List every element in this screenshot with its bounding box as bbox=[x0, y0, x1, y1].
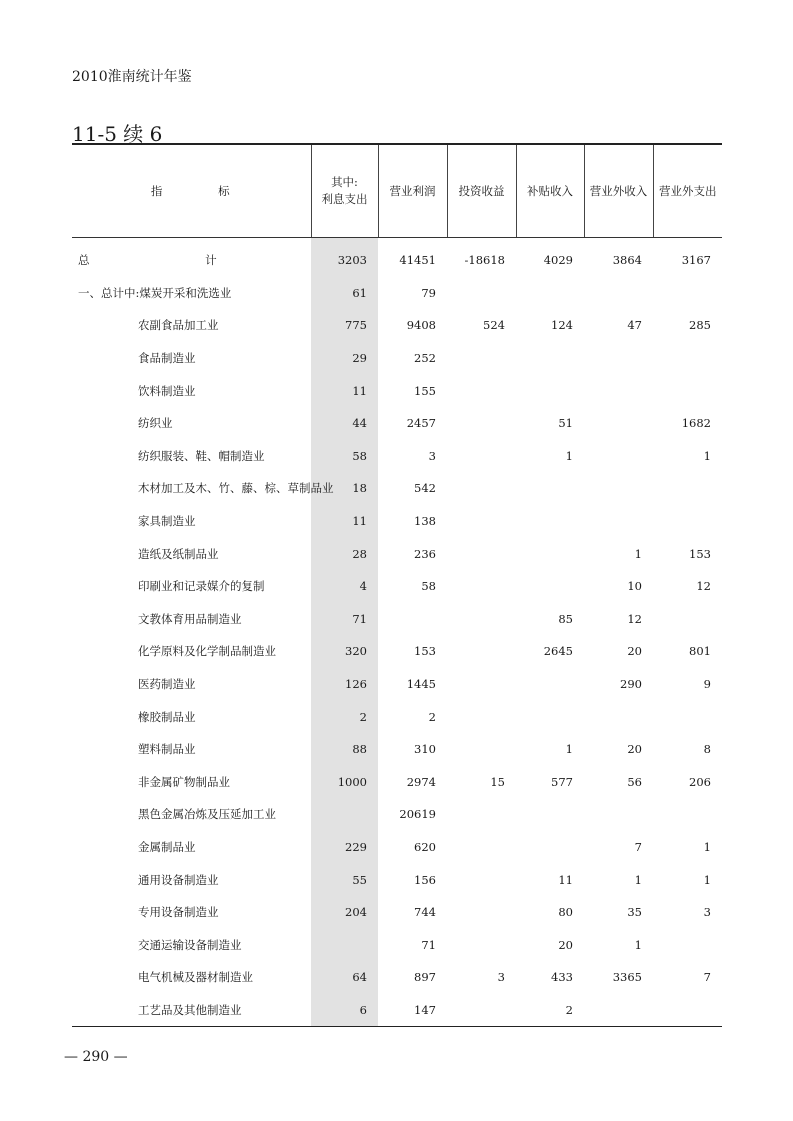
col-header-interest-line1: 其中: bbox=[331, 175, 358, 189]
table-cell: 1 bbox=[703, 448, 711, 463]
table-cell: 2 bbox=[311, 700, 378, 733]
table-cell: 4 bbox=[311, 570, 378, 603]
table-cell bbox=[311, 798, 378, 831]
table-cell bbox=[653, 798, 722, 831]
table-row bbox=[72, 766, 722, 799]
table-cell: 3 bbox=[703, 905, 711, 920]
row-label: 造纸及纸制品业 bbox=[138, 546, 219, 561]
table-cell: 9408 bbox=[406, 318, 436, 333]
table-cell bbox=[516, 700, 584, 733]
table-cell: 155 bbox=[414, 383, 436, 398]
table-row bbox=[72, 733, 722, 766]
table-cell bbox=[584, 277, 653, 310]
table-cell bbox=[447, 537, 516, 570]
table-row bbox=[72, 407, 722, 440]
table-cell bbox=[516, 570, 584, 603]
table-cell: 801 bbox=[689, 644, 711, 659]
header-row bbox=[72, 144, 722, 238]
row-label: 交通运输设备制造业 bbox=[138, 937, 242, 952]
row-label: 文教体育用品制造业 bbox=[138, 611, 242, 626]
table-cell: 35 bbox=[627, 905, 642, 920]
table-cell bbox=[516, 831, 584, 864]
table-cell: 285 bbox=[689, 318, 711, 333]
table-cell: 1 bbox=[634, 937, 642, 952]
table-cell: 1000 bbox=[311, 766, 378, 799]
table-cell: 18 bbox=[311, 472, 378, 505]
table-cell bbox=[447, 798, 516, 831]
row-label: 工艺品及其他制造业 bbox=[72, 994, 311, 1027]
table-row bbox=[72, 472, 722, 505]
table-cell bbox=[447, 407, 516, 440]
table-cell: 20 bbox=[627, 644, 642, 659]
table-cell: 124 bbox=[551, 318, 573, 333]
table-cell bbox=[653, 505, 722, 538]
table-cell: 1682 bbox=[681, 416, 711, 431]
row-label: 通用设备制造业 bbox=[138, 872, 219, 887]
table-cell: 56 bbox=[627, 774, 642, 789]
table-cell bbox=[447, 277, 516, 310]
table-cell: 542 bbox=[414, 481, 436, 496]
table-cell: 3365 bbox=[612, 970, 642, 985]
row-label: 饮料制造业 bbox=[138, 383, 196, 398]
table-cell: 7 bbox=[634, 839, 642, 854]
table-cell: 524 bbox=[483, 318, 505, 333]
row-label bbox=[72, 238, 311, 277]
table-cell bbox=[447, 570, 516, 603]
table-cell bbox=[447, 700, 516, 733]
table-cell: 1445 bbox=[406, 677, 436, 692]
table-cell: 204 bbox=[311, 896, 378, 929]
table-row bbox=[72, 440, 722, 473]
table-cell: 3203 bbox=[311, 238, 378, 277]
row-label: 非金属矿物制品业 bbox=[138, 774, 230, 789]
col-header-non-operating-income: 营业外收入 bbox=[584, 144, 653, 238]
table-cell: 2645 bbox=[543, 644, 573, 659]
table-cell bbox=[584, 798, 653, 831]
table-cell bbox=[584, 994, 653, 1027]
table-cell bbox=[516, 668, 584, 701]
table-cell bbox=[447, 440, 516, 473]
table-cell bbox=[584, 374, 653, 407]
table-cell bbox=[516, 374, 584, 407]
table-cell bbox=[516, 277, 584, 310]
table-cell bbox=[653, 928, 722, 961]
row-label: 化学原料及化学制品制造业 bbox=[138, 644, 276, 659]
table-cell bbox=[516, 537, 584, 570]
table-cell: 1 bbox=[565, 742, 573, 757]
table-cell bbox=[447, 342, 516, 375]
table-cell: 147 bbox=[378, 994, 447, 1027]
table-cell: 15 bbox=[490, 774, 505, 789]
table-cell: 7 bbox=[703, 970, 711, 985]
table-row bbox=[72, 238, 722, 277]
table-row bbox=[72, 994, 722, 1027]
table-row bbox=[72, 700, 722, 733]
table-cell: 2 bbox=[516, 994, 584, 1027]
table-row bbox=[72, 603, 722, 636]
table-cell bbox=[447, 603, 516, 636]
table-id: 11-5 续 6 bbox=[72, 122, 163, 146]
table-row bbox=[72, 896, 722, 929]
table-cell: 252 bbox=[414, 351, 436, 366]
table-cell: -18618 bbox=[464, 253, 505, 268]
table-row bbox=[72, 309, 722, 342]
table-cell: 2457 bbox=[406, 416, 436, 431]
table-cell: 775 bbox=[311, 309, 378, 342]
table-cell bbox=[447, 928, 516, 961]
table-row bbox=[72, 277, 722, 310]
table-cell bbox=[584, 407, 653, 440]
table-cell: 320 bbox=[311, 635, 378, 668]
table-cell bbox=[447, 472, 516, 505]
page-number: — 290 — bbox=[64, 1049, 128, 1065]
table-cell: 80 bbox=[558, 905, 573, 920]
table-cell: 153 bbox=[689, 546, 711, 561]
table-cell bbox=[516, 798, 584, 831]
table-cell: 310 bbox=[414, 742, 436, 757]
statistics-table bbox=[72, 143, 722, 1027]
table-cell: 1 bbox=[703, 839, 711, 854]
table-cell bbox=[447, 668, 516, 701]
col-header-investment-income: 投资收益 bbox=[447, 144, 516, 238]
col-header-subsidy-income: 补贴收入 bbox=[516, 144, 584, 238]
table-cell bbox=[653, 700, 722, 733]
table-cell bbox=[447, 733, 516, 766]
row-label: 农副食品加工业 bbox=[138, 318, 219, 333]
table-cell: 1 bbox=[634, 546, 642, 561]
table-cell bbox=[584, 700, 653, 733]
table-row bbox=[72, 928, 722, 961]
table-cell: 1 bbox=[703, 872, 711, 887]
table-cell bbox=[584, 440, 653, 473]
table-body bbox=[72, 238, 722, 1027]
table-cell: 20 bbox=[558, 937, 573, 952]
statistics-table-container bbox=[72, 143, 722, 1027]
table-cell: 28 bbox=[311, 537, 378, 570]
row-label: 纺织业 bbox=[138, 416, 173, 431]
table-cell: 9 bbox=[703, 677, 711, 692]
table-cell: 20619 bbox=[399, 807, 436, 822]
table-cell bbox=[447, 896, 516, 929]
table-cell bbox=[653, 603, 722, 636]
row-label: 家具制造业 bbox=[138, 514, 196, 529]
table-cell bbox=[584, 505, 653, 538]
table-cell: 11 bbox=[311, 374, 378, 407]
table-row bbox=[72, 798, 722, 831]
col-header-operating-profit: 营业利润 bbox=[378, 144, 447, 238]
table-cell: 229 bbox=[311, 831, 378, 864]
table-cell: 290 bbox=[620, 677, 642, 692]
row-label: 电气机械及器材制造业 bbox=[138, 970, 253, 985]
table-row bbox=[72, 342, 722, 375]
table-cell: 85 bbox=[558, 611, 573, 626]
table-cell: 12 bbox=[696, 579, 711, 594]
table-cell bbox=[447, 374, 516, 407]
table-cell bbox=[653, 374, 722, 407]
col-header-interest-expense bbox=[311, 144, 378, 238]
table-cell bbox=[378, 603, 447, 636]
table-row bbox=[72, 570, 722, 603]
book-title: 2010淮南统计年鉴 bbox=[72, 69, 192, 85]
table-cell bbox=[447, 863, 516, 896]
table-cell: 126 bbox=[311, 668, 378, 701]
table-row bbox=[72, 635, 722, 668]
table-cell: 2 bbox=[428, 709, 436, 724]
col-header-interest-line2: 利息支出 bbox=[321, 192, 368, 206]
table-cell bbox=[584, 342, 653, 375]
table-cell bbox=[653, 472, 722, 505]
table-cell bbox=[653, 994, 722, 1027]
table-cell bbox=[584, 472, 653, 505]
table-cell: 8 bbox=[703, 742, 711, 757]
table-cell: 58 bbox=[311, 440, 378, 473]
table-cell: 3167 bbox=[681, 253, 711, 268]
table-row bbox=[72, 961, 722, 994]
row-label: 塑料制品业 bbox=[138, 742, 196, 757]
table-cell: 156 bbox=[414, 872, 436, 887]
table-cell: 71 bbox=[421, 937, 436, 952]
table-row bbox=[72, 668, 722, 701]
row-label: 食品制造业 bbox=[138, 351, 196, 366]
table-cell: 61 bbox=[311, 277, 378, 310]
table-cell bbox=[516, 342, 584, 375]
table-cell: 153 bbox=[414, 644, 436, 659]
table-cell: 620 bbox=[414, 839, 436, 854]
table-cell bbox=[447, 994, 516, 1027]
row-label: 木材加工及木、竹、藤、棕、草制品业 bbox=[138, 481, 334, 496]
row-label: 纺织服装、鞋、帽制造业 bbox=[138, 448, 265, 463]
table-cell bbox=[447, 831, 516, 864]
table-cell: 433 bbox=[551, 970, 573, 985]
table-cell: 20 bbox=[627, 742, 642, 757]
table-cell: 10 bbox=[627, 579, 642, 594]
col-header-non-operating-expense: 营业外支出 bbox=[653, 144, 722, 238]
table-row bbox=[72, 537, 722, 570]
row-label: 橡胶制品业 bbox=[138, 709, 196, 724]
table-cell: 236 bbox=[414, 546, 436, 561]
table-cell: 47 bbox=[627, 318, 642, 333]
table-cell bbox=[447, 505, 516, 538]
table-cell: 64 bbox=[311, 961, 378, 994]
table-cell: 29 bbox=[311, 342, 378, 375]
table-cell bbox=[516, 472, 584, 505]
table-cell: 12 bbox=[627, 611, 642, 626]
table-cell: 71 bbox=[311, 603, 378, 636]
col-header-indicator: 指 标 bbox=[72, 144, 311, 238]
table-cell bbox=[311, 928, 378, 961]
table-cell: 744 bbox=[414, 905, 436, 920]
table-cell: 1 bbox=[565, 448, 573, 463]
table-cell: 11 bbox=[558, 872, 573, 887]
row-label: 一、总计中:煤炭开采和洗选业 bbox=[78, 285, 232, 300]
table-cell bbox=[653, 277, 722, 310]
table-row bbox=[72, 505, 722, 538]
table-cell: 1 bbox=[634, 872, 642, 887]
table-cell: 3 bbox=[497, 970, 505, 985]
table-cell: 577 bbox=[551, 774, 573, 789]
table-cell: 6 bbox=[311, 994, 378, 1027]
table-cell: 44 bbox=[311, 407, 378, 440]
table-cell: 55 bbox=[311, 863, 378, 896]
table-row bbox=[72, 831, 722, 864]
table-cell: 4029 bbox=[543, 253, 573, 268]
row-label: 印刷业和记录媒介的复制 bbox=[138, 579, 265, 594]
table-cell: 11 bbox=[311, 505, 378, 538]
table-cell: 2974 bbox=[406, 774, 436, 789]
table-cell bbox=[447, 635, 516, 668]
table-cell: 51 bbox=[558, 416, 573, 431]
table-row bbox=[72, 863, 722, 896]
row-label: 医药制造业 bbox=[138, 677, 196, 692]
table-cell: 58 bbox=[421, 579, 436, 594]
total-label: 总 计 bbox=[78, 253, 273, 268]
table-cell bbox=[653, 342, 722, 375]
table-cell: 79 bbox=[421, 285, 436, 300]
table-cell: 88 bbox=[311, 733, 378, 766]
table-cell: 138 bbox=[414, 514, 436, 529]
table-cell: 3 bbox=[428, 448, 436, 463]
table-cell: 206 bbox=[689, 774, 711, 789]
row-label: 黑色金属冶炼及压延加工业 bbox=[138, 807, 276, 822]
table-cell bbox=[516, 505, 584, 538]
table-row bbox=[72, 374, 722, 407]
table-cell: 897 bbox=[414, 970, 436, 985]
table-cell: 41451 bbox=[399, 253, 436, 268]
row-label: 金属制品业 bbox=[138, 839, 196, 854]
table-cell: 3864 bbox=[612, 253, 642, 268]
row-label: 专用设备制造业 bbox=[138, 905, 219, 920]
